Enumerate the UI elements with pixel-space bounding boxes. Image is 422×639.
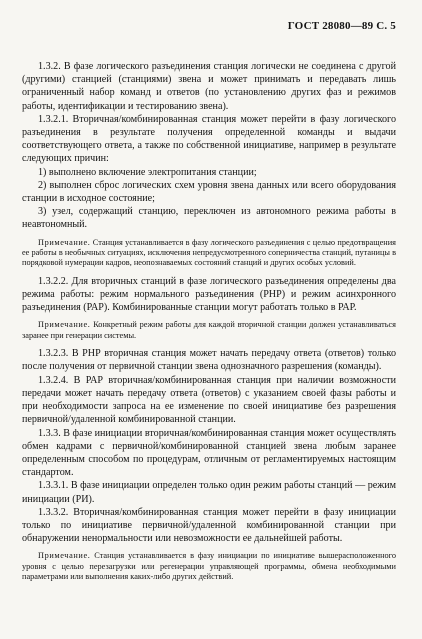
- note-label: Примечание.: [38, 551, 91, 561]
- note-text: Конкретный режим работы для каждой вторичной станции должен устанавливаться заранее при генерации системы.: [22, 320, 396, 340]
- paragraph-1-3-3: 1.3.3. В фазе инициации вторичная/комбинированная станция может осуществлять обмен кадрами с первичной/комбинированной станцией звена любым заранее определенным способом по процедурам, отличным от регламентируемых настоящим стандартом.: [22, 427, 396, 479]
- list-item-2: 2) выполнен сброс логических схем уровня звена данных или всего оборудования станции в исходное состояние;: [22, 179, 396, 205]
- paragraph-1-3-2-3: 1.3.2.3. В РНР вторичная станция может начать передачу ответа (ответов) только после получения от первичной станции звена однозначного разрешения (команды).: [22, 348, 396, 373]
- note-text: Станция устанавливается в фазу инициации по инициативе вышерасположенного уровня с целью перезагрузки или регенерации управляющей программы, обмена необходимыми параметрами или выполнения каких-либо других действий.: [22, 551, 396, 582]
- page-header: ГОСТ 28080—89 С. 5: [287, 20, 396, 32]
- note-1: [22, 238, 396, 269]
- document-body: [22, 60, 396, 583]
- note-3: [22, 551, 396, 582]
- list-item-3: 3) узел, содержащий станцию, переключен из автономного режима работы в неавтономный.: [22, 206, 396, 231]
- paragraph-1-3-3-2: 1.3.3.2. Вторичная/комбинированная станция может перейти в фазу инициации только по инициативе первичной/удаленной комбинированной станции при обнаружении ненормальности или невозможности ее дальнейшей работы.: [22, 506, 396, 545]
- paragraph-1-3-3-1: 1.3.3.1. В фазе инициации определен только один режим работы станций — режим инициации (РИ).: [22, 480, 396, 505]
- list-item-1: 1) выполнено включение электропитания станции;: [38, 166, 257, 178]
- paragraph-1-3-2-2: 1.3.2.2. Для вторичных станций в фазе логического разъединения определены два режима работы: режим нормального разъединения (РНР) и режим асинхронного разъединения (РАР). Комбинированные станции могут работать только в РАР.: [22, 275, 396, 314]
- note-text: Станция устанавливается в фазу логического разъединения с целью предотвращения ее работы в необычных ситуациях, исключения непредусмотренного соперничества станций, путаницы в порядковой нумерации кадров, неопознаваемых состояний станций и других особых условий.: [22, 237, 396, 268]
- note-label: Примечание.: [38, 237, 91, 247]
- paragraph-1-3-2-4: 1.3.2.4. В РАР вторичная/комбинированная станция при наличии возможности передачи может начать передачу ответа (ответов) с указанием своей фазы работы и при необходимости запроса на ее изменение по своей инициативе без разрешения первичной/удаленной комбинированной станции.: [22, 374, 396, 426]
- note-2: [22, 320, 396, 341]
- paragraph-1-3-2: 1.3.2. В фазе логического разъединения станция логически не соединена с другой (другими) станцией (станциями) звена и может принимать и передавать лишь ограниченный набор команд и ответов (по установлению других фаз и режимов работы, идентификации и тестированию звена).: [22, 61, 396, 112]
- paragraph-1-3-2-1: 1.3.2.1. Вторичная/комбинированная станция может перейти в фазу логического разъединения в результате получения определенной команды и выдачи соответствующего ответа, а также по собственной инициативе, например в результате следующих причин:: [22, 113, 396, 165]
- note-label: Примечание.: [38, 320, 91, 330]
